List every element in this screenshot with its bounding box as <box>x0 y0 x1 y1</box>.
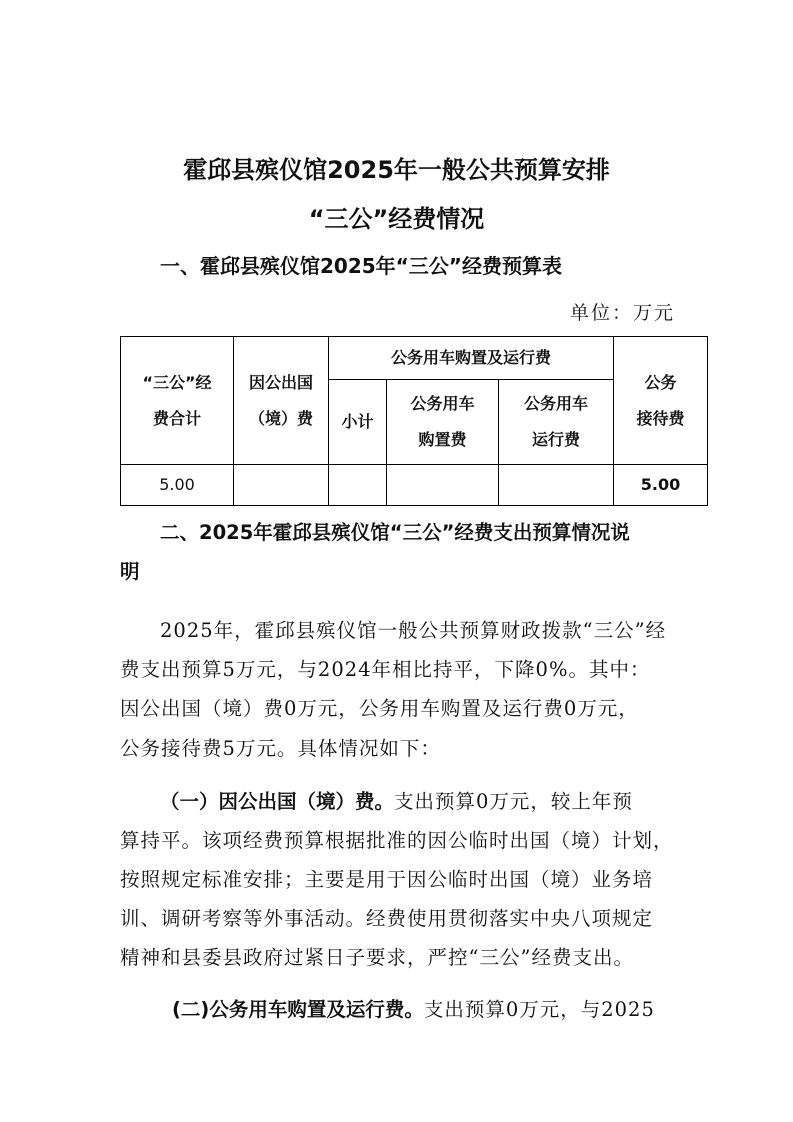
intro-line-4: 公务接待费5万元。具体情况如下： <box>120 737 441 760</box>
header-abroad: 因公出国 （境）费 <box>234 337 329 465</box>
table-row <box>121 465 708 506</box>
intro-line-3: 因公出国（境）费0万元，公务用车购置及运行费0万元， <box>120 697 639 720</box>
unit-label: 单位：万元 <box>569 302 675 324</box>
item1-first-text: 支出预算0万元，较上年预 <box>394 790 633 813</box>
header-reception: 公务 接待费 <box>614 337 708 465</box>
item1-first-line <box>160 786 633 814</box>
table-header-row <box>121 337 708 380</box>
cell-vehicle-operation <box>499 465 614 506</box>
cell-total: 5.00 <box>121 465 234 506</box>
budget-table <box>120 336 708 506</box>
item2-first-text: 支出预算0万元，与2025 <box>423 998 655 1021</box>
section2-heading: 二、2025年霍邱县殡仪馆“三公”经费支出预算情况说 <box>160 521 630 544</box>
intro-line-2: 费支出预算5万元，与2024年相比持平，下降0%。其中： <box>120 658 651 681</box>
cell-reception: 5.00 <box>614 465 708 506</box>
intro-line-1: 2025年，霍邱县殡仪馆一般公共预算财政拨款“三公”经 <box>160 619 667 642</box>
item1-line-5: 精神和县委县政府过紧日子要求，严控“三公”经费支出。 <box>120 946 634 969</box>
section2-heading-cont: 明 <box>120 560 140 583</box>
cell-abroad <box>234 465 329 506</box>
item1-line-2: 算持平。该项经费预算根据批准的因公临时出国（境）计划， <box>120 829 674 852</box>
cell-vehicle-purchase <box>387 465 499 506</box>
item1-line-4: 训、调研考察等外事活动。经费使用贯彻落实中央八项规定 <box>120 907 654 930</box>
section1-heading: 一、霍邱县殡仪馆2025年“三公”经费预算表 <box>160 254 562 278</box>
item1-label: （一）因公出国（境）费。 <box>160 790 395 813</box>
header-vehicle-purchase: 公务用车 购置费 <box>387 380 499 465</box>
page-title: 霍邱县殡仪馆2025年一般公共预算安排 <box>183 156 610 184</box>
item1-line-3: 按照规定标准安排；主要是用于因公临时出国（境）业务培 <box>120 868 654 891</box>
item2-first-line <box>172 994 655 1022</box>
header-vehicle-group: 公务用车购置及运行费 <box>329 337 614 380</box>
header-total: “三公”经 费合计 <box>121 337 234 465</box>
header-subtotal: 小计 <box>329 380 387 465</box>
item2-label: (二)公务用车购置及运行费。 <box>172 998 424 1021</box>
cell-subtotal <box>329 465 387 506</box>
header-vehicle-operation: 公务用车 运行费 <box>499 380 614 465</box>
page-subtitle: “三公”经费情况 <box>308 205 485 233</box>
